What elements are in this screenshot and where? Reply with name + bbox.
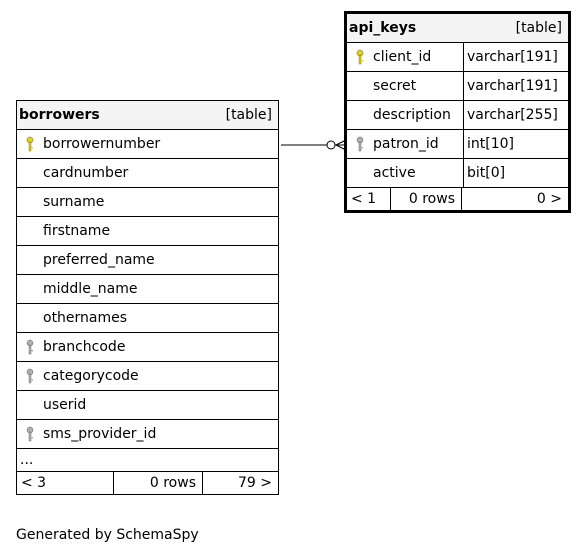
primary-key-icon xyxy=(17,136,43,152)
row-count: 0 rows xyxy=(391,188,462,210)
column-row[interactable] xyxy=(17,304,278,333)
foreign-key-icon xyxy=(17,426,43,442)
column-name: active xyxy=(373,165,416,181)
foreign-key-icon xyxy=(17,368,43,384)
column-row[interactable] xyxy=(17,130,278,159)
column-row[interactable] xyxy=(17,217,278,246)
column-name: othernames xyxy=(43,310,128,326)
column-name: patron_id xyxy=(373,136,439,152)
column-row[interactable] xyxy=(347,159,568,188)
column-row[interactable] xyxy=(17,420,278,449)
column-name: secret xyxy=(373,78,417,94)
column-name: description xyxy=(373,107,451,123)
column-type: varchar[255] xyxy=(463,101,568,129)
column-name: categorycode xyxy=(43,368,139,384)
foreign-key-icon xyxy=(347,136,373,152)
column-row[interactable] xyxy=(347,72,568,101)
table-name[interactable]: borrowers xyxy=(19,107,100,123)
children-count-link[interactable]: 0 > xyxy=(536,191,562,207)
column-name: branchcode xyxy=(43,339,126,355)
column-name: middle_name xyxy=(43,281,138,297)
column-name: borrowernumber xyxy=(43,136,161,152)
parents-count-link[interactable]: < 3 xyxy=(17,472,114,494)
column-row[interactable] xyxy=(17,159,278,188)
column-row[interactable] xyxy=(17,362,278,391)
column-row[interactable] xyxy=(17,188,278,217)
column-row[interactable] xyxy=(347,101,568,130)
column-name: userid xyxy=(43,397,87,413)
column-type: int[10] xyxy=(463,130,568,158)
column-name: client_id xyxy=(373,49,432,65)
foreign-key-icon xyxy=(17,339,43,355)
table-footer xyxy=(17,472,278,494)
row-count: 0 rows xyxy=(114,472,203,494)
parents-count-link[interactable]: < 1 xyxy=(347,188,391,210)
column-name: cardnumber xyxy=(43,165,129,181)
children-count-link[interactable]: 79 > xyxy=(238,475,272,491)
column-type: bit[0] xyxy=(463,159,568,187)
table-footer xyxy=(347,188,568,210)
generated-by-note: Generated by SchemaSpy xyxy=(16,527,199,543)
column-name: preferred_name xyxy=(43,252,155,268)
column-row[interactable] xyxy=(347,130,568,159)
column-row[interactable] xyxy=(17,275,278,304)
table-name[interactable]: api_keys xyxy=(349,20,417,36)
column-type: varchar[191] xyxy=(463,72,568,100)
table-header[interactable] xyxy=(17,101,278,130)
column-row[interactable] xyxy=(347,43,568,72)
column-row[interactable] xyxy=(17,391,278,420)
column-row[interactable] xyxy=(17,246,278,275)
primary-key-icon xyxy=(347,49,373,65)
table-kind: [table] xyxy=(225,107,272,123)
api-keys-table[interactable] xyxy=(344,11,571,213)
column-name: surname xyxy=(43,194,105,210)
column-name: firstname xyxy=(43,223,111,239)
table-header[interactable] xyxy=(347,14,568,43)
column-type: varchar[191] xyxy=(463,43,568,71)
column-name: sms_provider_id xyxy=(43,426,157,442)
zero-cardinality-icon xyxy=(327,141,335,149)
table-kind: [table] xyxy=(515,20,562,36)
borrowers-table[interactable] xyxy=(16,100,279,495)
column-row[interactable] xyxy=(17,333,278,362)
more-columns-indicator[interactable]: ... xyxy=(17,449,278,472)
